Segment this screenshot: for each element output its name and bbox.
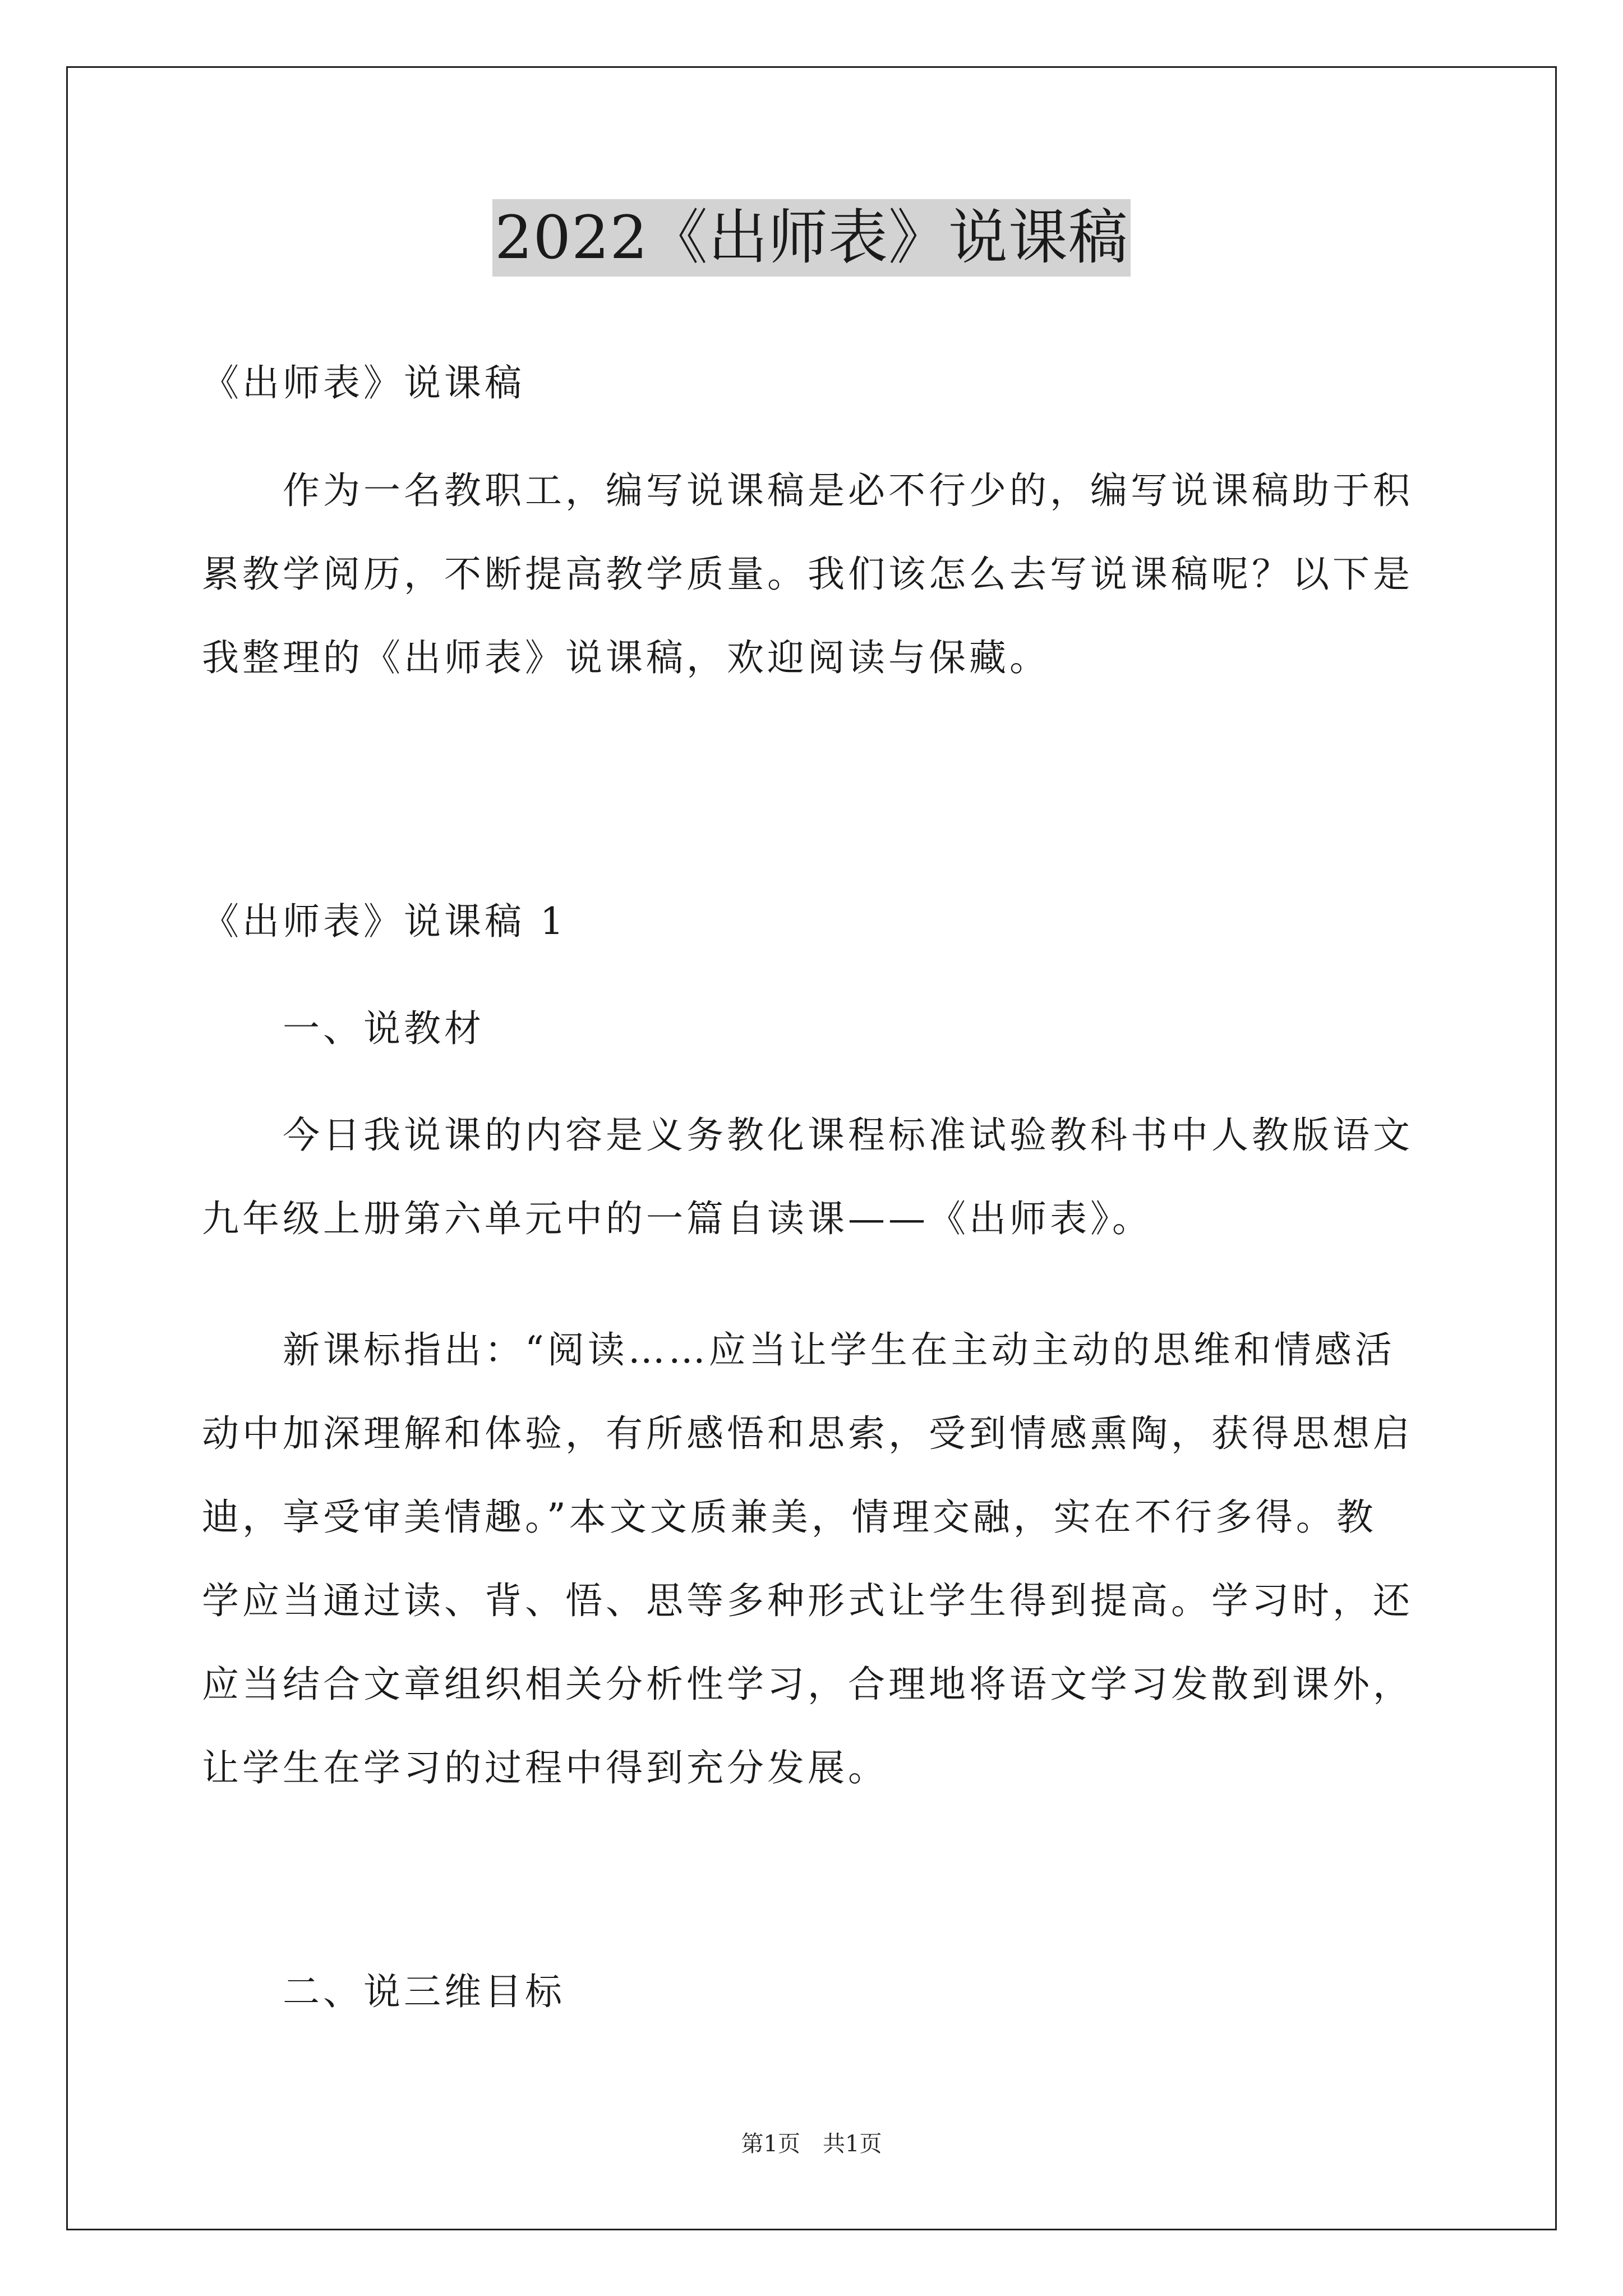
document-subtitle: 《出师表》说课稿 (202, 361, 525, 404)
part2-paragraph (202, 1308, 1436, 1810)
paragraph-line: 九年级上册第六单元中的一篇自读课——《出师表》。 (202, 1197, 1152, 1240)
part-heading: 二、说三维目标 (202, 1970, 565, 2013)
subtitle-block (202, 341, 1436, 425)
document-title: 2022《出师表》说课稿 (492, 199, 1131, 277)
page-footer: 第1页 共1页 (741, 2131, 882, 2157)
section-heading-block (202, 880, 1436, 963)
title-container (0, 199, 1623, 277)
paragraph-line: 迪，享受审美情趣。”本文文质兼美，情理交融，实在不行多得。教 (202, 1496, 1377, 1539)
paragraph-line: 学应当通过读、背、悟、思等多种形式让学生得到提高。学习时，还 (202, 1579, 1413, 1622)
section-heading: 《出师表》说课稿 1 (202, 900, 567, 943)
intro-paragraph (202, 449, 1436, 700)
paragraph-line: 今日我说课的内容是义务教化课程标准试验教科书中人教版语文 (202, 1114, 1413, 1157)
paragraph-line: 累教学阅历，不断提高教学质量。我们该怎么去写说课稿呢？以下是 (202, 553, 1413, 596)
part3-block (202, 1950, 1436, 2033)
part-heading: 一、说教材 (202, 1007, 485, 1050)
part1-block (202, 987, 1436, 1070)
paragraph-line: 我整理的《出师表》说课稿，欢迎阅读与保藏。 (202, 636, 1050, 679)
paragraph-line: 应当结合文章组织相关分析性学习，合理地将语文学习发散到课外， (202, 1663, 1413, 1706)
paragraph-line: 让学生在学习的过程中得到充分发展。 (202, 1746, 888, 1789)
part1-paragraph (202, 1093, 1436, 1260)
paragraph-line: 新课标指出：“阅读……应当让学生在主动主动的思维和情感活 (202, 1328, 1395, 1372)
paragraph-line: 作为一名教职工，编写说课稿是必不行少的，编写说课稿助于积 (202, 469, 1413, 512)
paragraph-line: 动中加深理解和体验，有所感悟和思索，受到情感熏陶，获得思想启 (202, 1412, 1413, 1455)
